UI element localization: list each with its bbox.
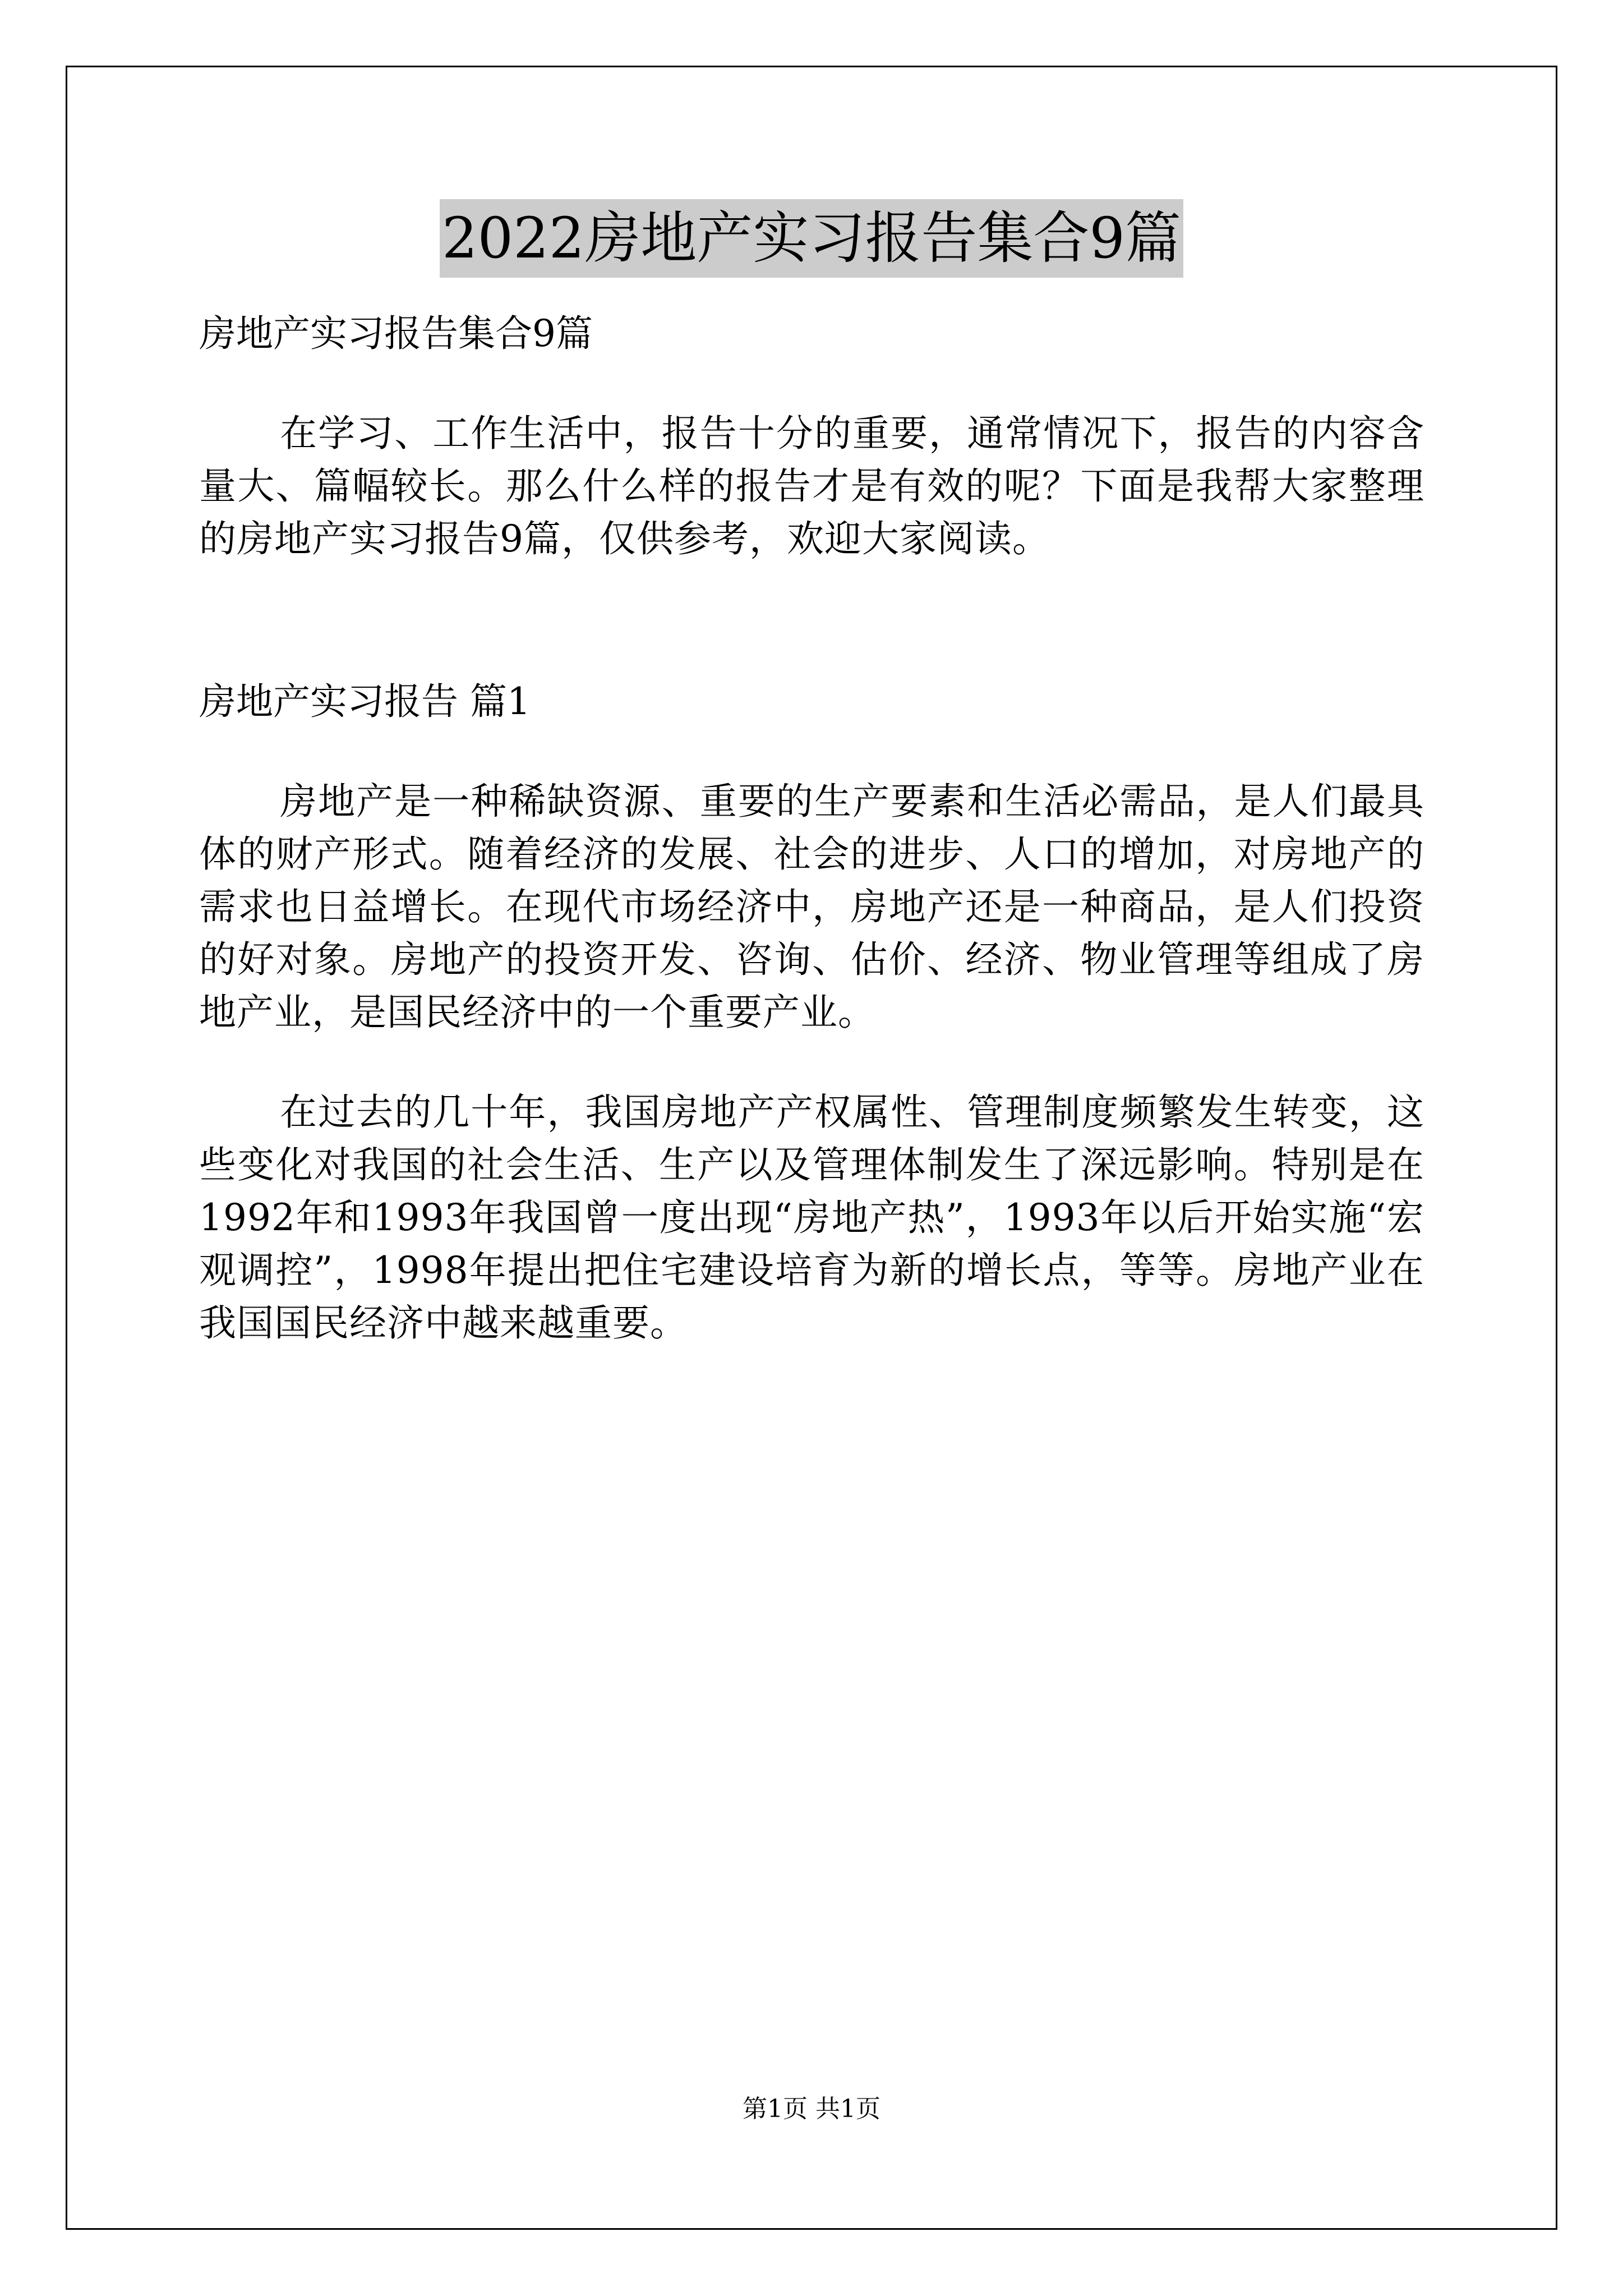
intro-paragraph: 在学习、工作生活中，报告十分的重要，通常情况下，报告的内容含量大、篇幅较长。那么什么样的报告才是有效的呢？下面是我帮大家整理的房地产实习报告9篇，仅供参考，欢迎大家阅读。 xyxy=(199,412,1424,560)
section-heading-1: 房地产实习报告 篇1 xyxy=(199,680,531,723)
document-title: 2022房地产实习报告集合9篇 xyxy=(440,199,1183,278)
title-container xyxy=(0,199,1623,278)
page-footer: 第1页 共1页 xyxy=(743,2095,880,2123)
document-body xyxy=(199,307,1424,1397)
section-1-paragraph-1: 房地产是一种稀缺资源、重要的生产要素和生活必需品，是人们最具体的财产形式。随着经济的发展、社会的进步、人口的增加，对房地产的需求也日益增长。在现代市场经济中，房地产还是一种商品，是人们投资的好对象。房地产的投资开发、咨询、估价、经济、物业管理等组成了房地产业，是国民经济中的一个重要产业。 xyxy=(199,780,1424,1034)
document-subtitle: 房地产实习报告集合9篇 xyxy=(199,312,593,355)
section-1-paragraph-2: 在过去的几十年，我国房地产产权属性、管理制度频繁发生转变，这些变化对我国的社会生活、生产以及管理体制发生了深远影响。特别是在1992年和1993年我国曾一度出现“房地产热”，1993年以后开始实施“宏观调控”，1998年提出把住宅建设培育为新的增长点，等等。房地产业在我国国民经济中越来越重要。 xyxy=(199,1091,1424,1345)
